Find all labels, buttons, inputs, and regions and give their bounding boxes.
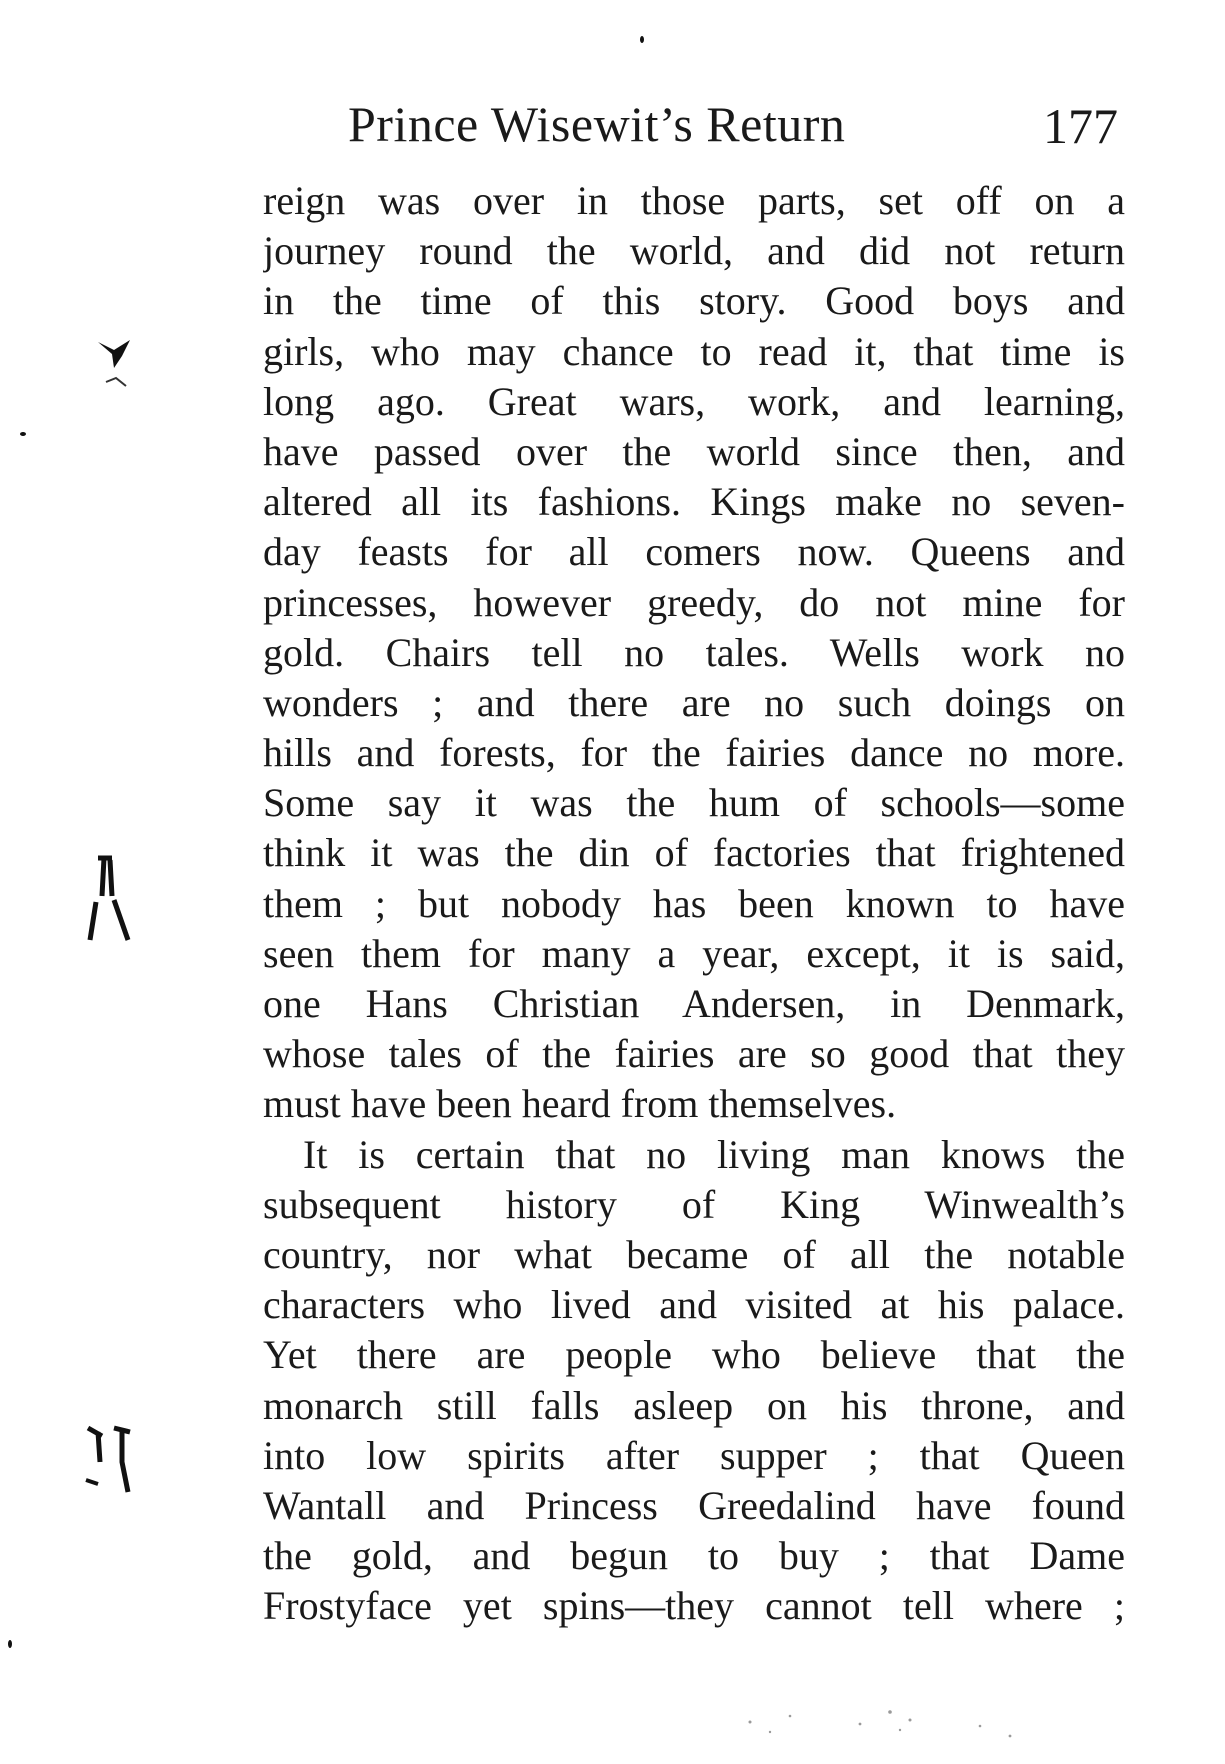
text-line: girls, who may chance to read it, that time is [263,328,1125,374]
text-line: them ; but nobody has been known to have [263,880,1125,926]
text-line: characters who lived and visited at his palace. [263,1282,1125,1328]
text-line: day feasts for all comers now. Queens and [263,529,1125,575]
text-line: monarch still falls asleep on his throne, and [263,1382,1125,1428]
text-line: the gold, and begun to buy ; that Dame [263,1533,1125,1579]
text-line: hills and forests, for the fairies dance no more. [263,730,1125,776]
running-title: Prince Wisewit’s Return [348,96,846,152]
page-number: 177 [1043,98,1118,154]
text-line: journey round the world, and did not return [263,228,1125,274]
text-line: into low spirits after supper ; that Queen [263,1432,1125,1478]
body-text [263,176,1125,1631]
text-line: Frostyface yet spins—they cannot tell where ; [263,1583,1125,1629]
text-line: one Hans Christian Andersen, in Denmark, [263,981,1125,1026]
text-line: have passed over the world since then, and [263,428,1125,474]
text-line: altered all its fashions. Kings make no seven- [263,479,1125,525]
scan-speck [8,1640,12,1648]
text-line: seen them for many a year, except, it is said, [263,930,1125,976]
scan-speck [640,36,644,43]
margin-mark-middle [78,852,138,942]
margin-mark-lower [78,1422,142,1496]
margin-mark-upper [92,338,136,398]
bottom-bleed-marks [740,1702,1040,1752]
text-line: gold. Chairs tell no tales. Wells work no [263,629,1125,675]
paragraph-end-line: must have been heard from themselves. [263,1081,897,1127]
text-line: whose tales of the fairies are so good that they [263,1031,1125,1077]
text-line: think it was the din of factories that frightened [263,830,1125,876]
text-line: wonders ; and there are no such doings on [263,679,1125,725]
text-line: Some say it was the hum of schools—some [263,780,1125,826]
paragraph-start-line: It is certain that no living man knows the [303,1131,1125,1177]
text-line: long ago. Great wars, work, and learning, [263,378,1125,424]
text-line: Wantall and Princess Greedalind have found [263,1482,1125,1528]
text-line: country, nor what became of all the notable [263,1231,1125,1277]
text-line: Yet there are people who believe that the [263,1332,1125,1378]
text-line: reign was over in those parts, set off on a [263,178,1125,223]
text-line: in the time of this story. Good boys and [263,278,1125,324]
text-line: subsequent history of King Winwealth’s [263,1181,1125,1227]
text-line: princesses, however greedy, do not mine for [263,579,1125,625]
scan-speck [20,432,26,436]
running-head [348,92,1118,156]
